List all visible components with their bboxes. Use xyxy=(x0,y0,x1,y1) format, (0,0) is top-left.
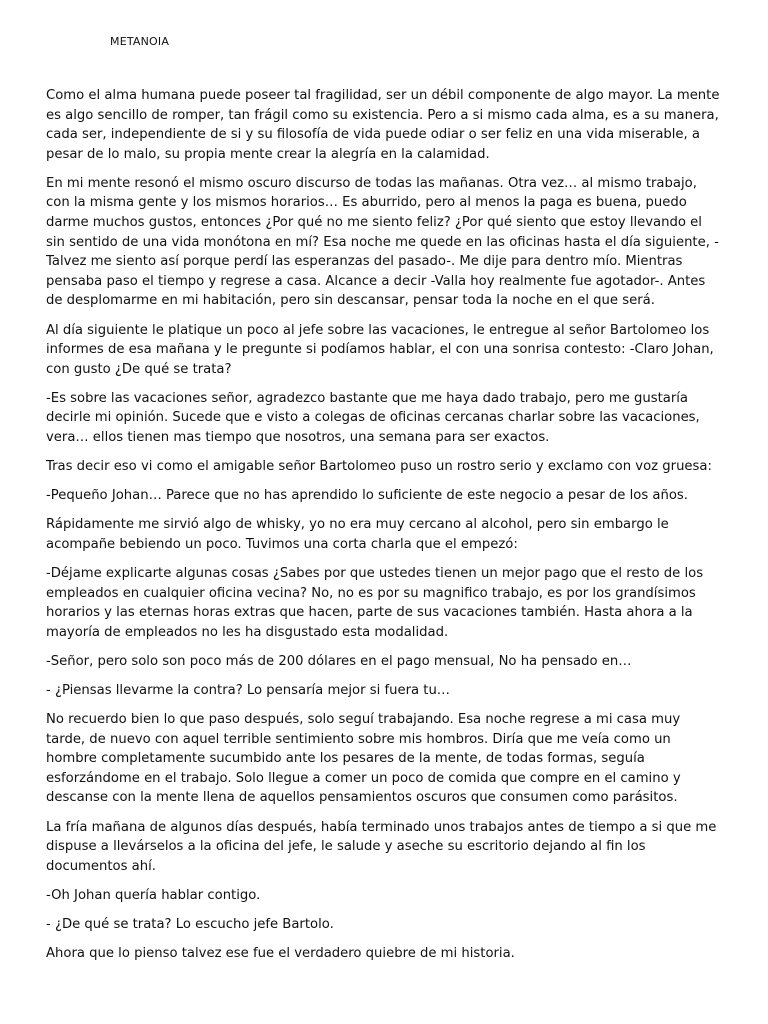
document-title: METANOIA xyxy=(110,35,170,48)
paragraph: Al día siguiente le platique un poco al jefe sobre las vacaciones, le entregue al señor Bartolomeo los informes de esa mañana y le pregunte si podíamos hablar, el con una sonrisa contesto: -Claro Johan, con gusto ¿De qué se trata? xyxy=(46,322,714,377)
paragraph: - ¿Piensas llevarme la contra? Lo pensaría mejor si fuera tu… xyxy=(46,682,450,698)
paragraph: Rápidamente me sirvió algo de whisky, yo no era muy cercano al alcohol, pero sin embargo le acompañe bebiendo un poco. Tuvimos una corta charla que el empezó: xyxy=(46,517,669,552)
paragraph: -Pequeño Johan… Parece que no has aprendido lo suficiente de este negocio a pesar de los años. xyxy=(46,488,688,504)
paragraph: -Es sobre las vacaciones señor, agradezco bastante que me haya dado trabajo, pero me gustaría decirle mi opinión. Sucede que e visto a colegas de oficinas cercanas charlar sobre las vacaciones, vera… ellos tienen mas tiempo que nosotros, una semana para ser exactos. xyxy=(46,390,700,445)
paragraph: Como el alma humana puede poseer tal fragilidad, ser un débil componente de algo mayor. La mente es algo sencillo de romper, tan frágil como su existencia. Pero a si mismo cada alma, es a su manera, cada ser, independiente de si y su filosofía de vida puede odiar o ser feliz en una vida miserable, a pesar de lo malo, su propia mente crear la alegría en la calamidad. xyxy=(46,88,720,162)
paragraph: -Oh Johan quería hablar contigo. xyxy=(46,887,261,903)
paragraph: En mi mente resonó el mismo oscuro discurso de todas las mañanas. Otra vez… al mismo trabajo, con la misma gente y los mismos horarios… Es aburrido, pero al menos la paga es buena, puedo darme muchos gustos, entonces ¿Por qué no me siento feliz? ¿Por qué siento que estoy llevando el sin sentido de una vida monótona en mí? Esa noche me quede en las oficinas hasta el día siguiente, -Talvez me siento así porque perdí las esperanzas del pasado-. Me dije para dentro mío. Mientras pensaba paso el tiempo y regrese a casa. Alcance a decir -Valla hoy realmente fue agotador-. Antes de desplomarme en mi habitación, pero sin descansar, pensar toda la noche en el que será. xyxy=(46,175,719,309)
document-body xyxy=(46,86,722,973)
paragraph: - ¿De qué se trata? Lo escucho jefe Bartolo. xyxy=(46,916,334,932)
paragraph: No recuerdo bien lo que paso después, solo seguí trabajando. Esa noche regrese a mi casa muy tarde, de nuevo con aquel terrible sentimiento sobre mis hombros. Diría que me veía como un hombre completamente sucumbido ante los pesares de la mente, de todas formas, seguía esforzándome en el trabajo. Solo llegue a comer un poco de comida que compre en el camino y descanse con la mente llena de aquellos pensamientos oscuros que consumen como parásitos. xyxy=(46,712,681,806)
paragraph: Tras decir eso vi como el amigable señor Bartolomeo puso un rostro serio y exclamo con voz gruesa: xyxy=(46,459,712,475)
paragraph: Ahora que lo pienso talvez ese fue el verdadero quiebre de mi historia. xyxy=(46,945,515,961)
paragraph: -Señor, pero solo son poco más de 200 dólares en el pago mensual, No ha pensado en… xyxy=(46,653,632,669)
paragraph: -Déjame explicarte algunas cosas ¿Sabes por que ustedes tienen un mejor pago que el resto de los empleados en cualquier oficina vecina? No, no es por su magnifico trabajo, es por los grandísimos horarios y las eternas horas extras que hacen, parte de sus vacaciones también. Hasta ahora a la mayoría de empleados no les ha disgustado esta modalidad. xyxy=(46,565,704,640)
paragraph: La fría mañana de algunos días después, había terminado unos trabajos antes de tiempo a si que me dispuse a llevárselos a la oficina del jefe, le salude y aseche su escritorio dejando al fin los documentos ahí. xyxy=(46,819,717,874)
